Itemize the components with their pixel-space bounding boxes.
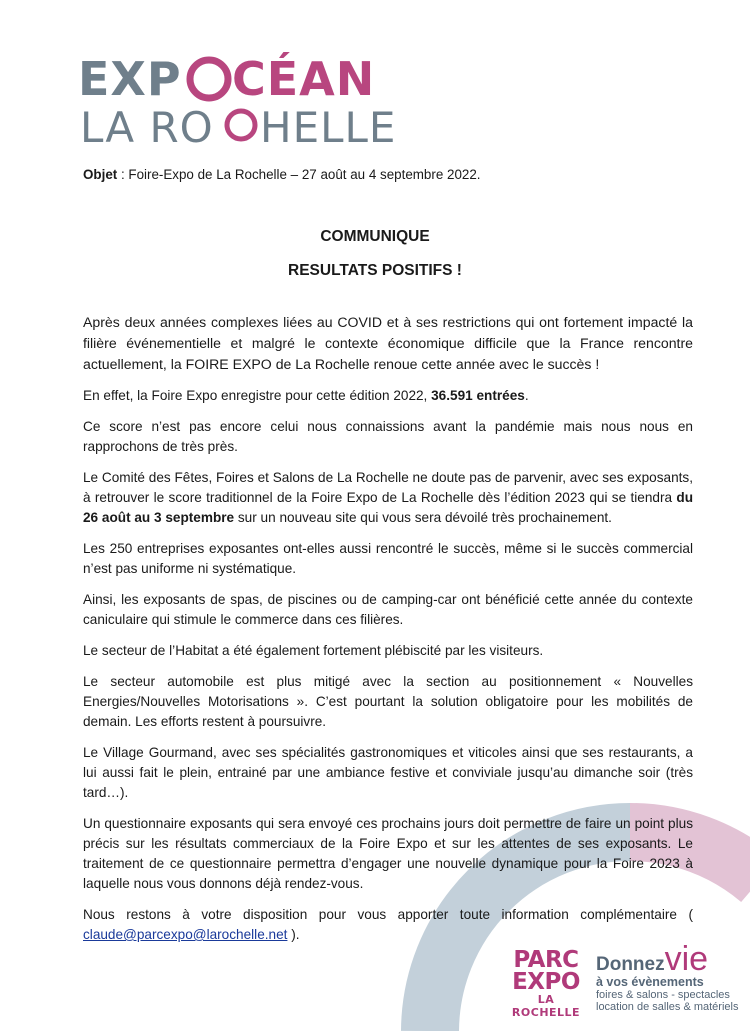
paragraph-entries: En effet, la Foire Expo enregistre pour cette édition 2022, 36.591 entrées. xyxy=(83,388,529,403)
paragraph-habitat: Le secteur de l’Habitat a été également fortement plébiscité par les visiteurs. xyxy=(83,643,544,658)
paragraph-exhibitors: Les 250 entreprises exposantes ont-elles aussi rencontré le succès, même si le succès commercial n’est pas uniforme ni systématique. xyxy=(83,541,693,576)
paragraph-automobile: Le secteur automobile est plus mitigé avec la section au positionnement « Nouvelles Energies/Nouvelles Motorisations ». C’est pourtant la solution obligatoire pour les mobilités de demain. Les efforts restent à poursuivre. xyxy=(83,674,693,729)
logo-c-ring-icon xyxy=(227,111,255,139)
logo-line2-suffix: HELLE xyxy=(260,103,397,152)
logo-line1-prefix: EXP xyxy=(78,52,182,106)
slogan-line4: location de salles & matériels xyxy=(596,1001,739,1013)
subject-text: : Foire-Expo de La Rochelle – 27 août au 4 septembre 2022. xyxy=(117,167,481,182)
slogan xyxy=(596,940,746,1013)
subject-line xyxy=(83,167,481,182)
next-edition-dates: du 26 août au 3 septembre xyxy=(83,490,693,525)
parc-la-rochelle: LA ROCHELLE xyxy=(511,993,581,1019)
slogan-line3: foires & salons - spectacles xyxy=(596,989,730,1001)
parc-expo-footer xyxy=(505,940,745,1025)
slogan-vie: vie xyxy=(664,940,709,978)
paragraph-spas: Ainsi, les exposants de spas, de piscines ou de camping-car ont bénéficié cette année du contexte caniculaire qui stimule le commerce dans ces filières. xyxy=(83,592,693,627)
contact-email-link[interactable]: claude@parcexpo@larochelle.net xyxy=(83,927,288,942)
parc-word: PARC xyxy=(513,947,579,973)
paragraph-contact: Nous restons à votre disposition pour vous apporter toute information complémentaire ( claude@parcexpo@larochelle.net ). xyxy=(83,907,693,942)
title-results: RESULTATS POSITIFS ! xyxy=(288,262,462,279)
entries-count: 36.591 entrées xyxy=(431,388,525,403)
expocean-logo-graphic xyxy=(78,52,397,152)
paragraph-committee: Le Comité des Fêtes, Foires et Salons de La Rochelle ne doute pas de parvenir, avec ses exposants, à retrouver le score traditionnel de la Foire Expo de La Rochelle dès l’édition 2023 qui se tiendra du 26 août au 3 septembre sur un nouveau site qui vous sera dévoilé très prochainement. xyxy=(83,470,693,525)
paragraph-questionnaire: Un questionnaire exposants qui sera envoyé ces prochains jours doit permettre de faire un point plus précis sur les résultats commerciaux de la Foire Expo et sur les attentes de ses exposants. Le traitement de ce questionnaire permettra d’engager une nouvelle dynamique pour la Foire 2023 à laquelle nous vous donnons déjà rendez-vous. xyxy=(83,816,693,891)
expo-word: EXPO xyxy=(512,969,580,995)
parc-expo-logo xyxy=(505,949,587,1019)
logo-line1-suffix: CÉAN xyxy=(232,52,376,106)
logo-o-ring-icon xyxy=(190,60,228,98)
expocean-logo xyxy=(78,52,397,152)
logo-line2-prefix: LA RO xyxy=(80,103,214,152)
paragraph-intro: Après deux années complexes liées au COVID et à ses restrictions qui ont fortement impacté la filière événementielle et malgré le contexte économique difficile que la France rencontre actuellement, la FOIRE EXPO de La Rochelle renoue cette année avec le succès ! xyxy=(83,314,693,372)
slogan-line2: à vos évènements xyxy=(596,975,704,989)
press-release-body xyxy=(83,312,693,945)
title-communique: COMMUNIQUE xyxy=(320,228,430,245)
paragraph-village-gourmand: Le Village Gourmand, avec ses spécialités gastronomiques et viticoles ainsi que ses restaurants, a lui aussi fait le plein, entrainé par une ambiance festive et conviviale jusqu’au dimanche soir (très tard…). xyxy=(83,745,693,800)
paragraph-score: Ce score n’est pas encore celui nous connaissions avant la pandémie mais nous nous en rapprochons de très près. xyxy=(83,419,693,454)
slogan-donnez: Donnez xyxy=(596,954,665,975)
subject-label: Objet xyxy=(83,167,118,182)
